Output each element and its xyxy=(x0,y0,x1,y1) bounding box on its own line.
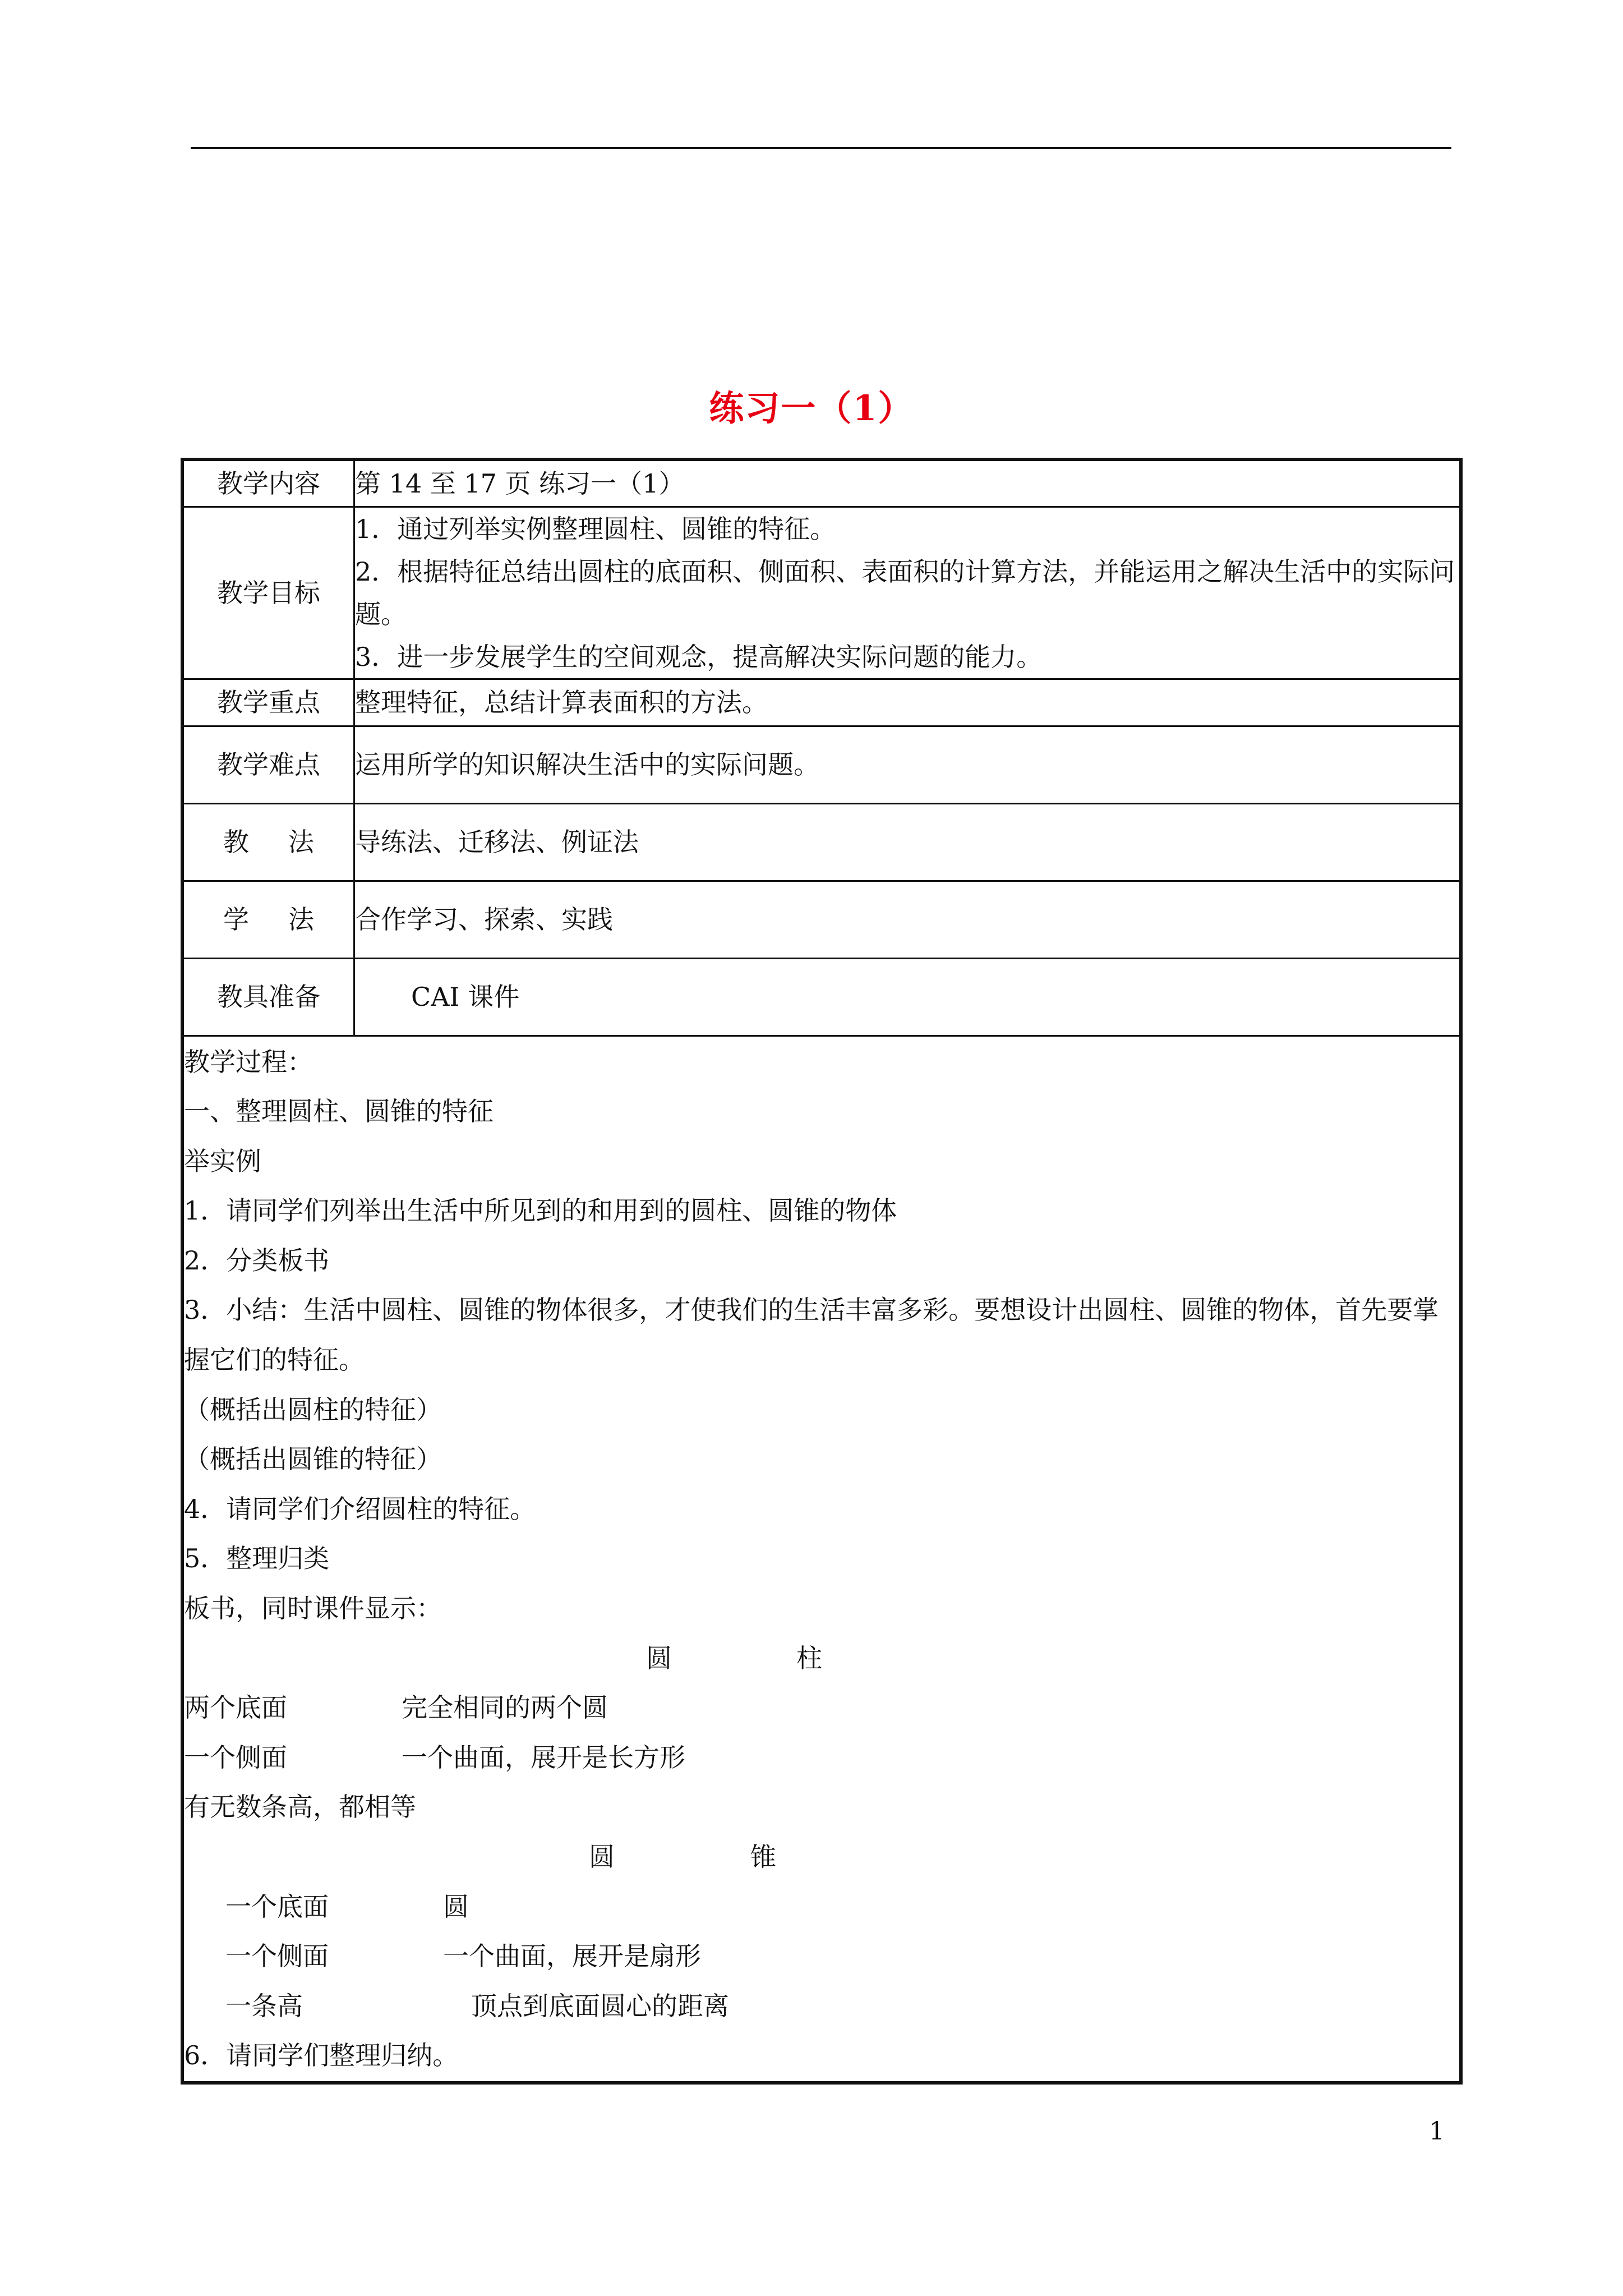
process-step: 4．请同学们介绍圆柱的特征。 xyxy=(184,1493,536,1524)
row-teaching-method xyxy=(182,803,1461,881)
process-step: 1．请同学们列举出生活中所见到的和用到的圆柱、圆锥的物体 xyxy=(184,1195,897,1226)
process-line: 板书，同时课件显示： xyxy=(184,1593,442,1624)
row-desc: 顶点到底面圆心的距离 xyxy=(471,1990,729,2021)
value-content: 第 14 至 17 页 练习一（1） xyxy=(354,459,1461,507)
value-goals xyxy=(354,507,1461,679)
cylinder-height-note: 有无数条高，都相等 xyxy=(184,1792,416,1823)
process-heading: 教学过程： xyxy=(184,1046,313,1077)
cylinder-row xyxy=(184,1733,1459,1783)
row-term: 一条高 xyxy=(225,1990,303,2021)
row-difficulties xyxy=(182,726,1461,803)
label-char: 法 xyxy=(288,904,314,935)
process-step: 3．小结：生活中圆柱、圆锥的物体很多，才使我们的生活丰富多彩。要想设计出圆柱、圆锥的物体，首先要掌握它们的特征。 xyxy=(184,1295,1439,1375)
row-term: 两个底面 xyxy=(184,1692,287,1723)
row-desc: 完全相同的两个圆 xyxy=(402,1692,608,1723)
value-key-points: 整理特征，总结计算表面积的方法。 xyxy=(354,679,1461,726)
section-heading: 一、整理圆柱、圆锥的特征 xyxy=(184,1096,494,1127)
title-char: 锥 xyxy=(750,1842,776,1872)
row-term: 一个侧面 xyxy=(225,1941,329,1972)
process-step: 2．分类板书 xyxy=(184,1245,330,1276)
goal-item: 2．根据特征总结出圆柱的底面积、侧面积、表面积的计算方法，并能运用之解决生活中的实际问题。 xyxy=(355,556,1455,629)
row-key-points xyxy=(182,679,1461,726)
process-step: 5．整理归类 xyxy=(184,1543,330,1574)
title-char: 圆 xyxy=(646,1642,672,1673)
cylinder-row xyxy=(184,1683,1459,1733)
cylinder-title xyxy=(184,1634,1459,1683)
row-goals xyxy=(182,507,1461,679)
label-char: 学 xyxy=(223,904,249,935)
row-tools xyxy=(182,958,1461,1036)
cone-row xyxy=(184,1981,1459,2031)
cone-row xyxy=(184,1882,1459,1932)
value-difficulties: 运用所学的知识解决生活中的实际问题。 xyxy=(354,726,1461,803)
row-learning-method xyxy=(182,881,1461,958)
process-cell xyxy=(182,1036,1461,2083)
page-number: 1 xyxy=(1429,2117,1445,2146)
value-learning-method: 合作学习、探索、实践 xyxy=(354,881,1461,958)
row-desc: 一个曲面，展开是长方形 xyxy=(402,1742,685,1773)
goal-item: 3．进一步发展学生的空间观念，提高解决实际问题的能力。 xyxy=(355,641,1043,672)
process-note: （概括出圆锥的特征） xyxy=(184,1444,442,1475)
title-char: 圆 xyxy=(589,1842,615,1872)
label-learning-method xyxy=(182,881,354,958)
row-term: 一个侧面 xyxy=(184,1742,287,1773)
row-process xyxy=(182,1036,1461,2083)
lesson-plan-table xyxy=(181,458,1463,2085)
row-term: 一个底面 xyxy=(225,1891,329,1922)
row-content xyxy=(182,459,1461,507)
label-difficulties: 教学难点 xyxy=(182,726,354,803)
row-desc: 一个曲面，展开是扇形 xyxy=(443,1941,701,1972)
label-key-points: 教学重点 xyxy=(182,679,354,726)
cone-row xyxy=(184,1931,1459,1981)
page-title: 练习一（1） xyxy=(709,388,914,429)
process-note: （概括出圆柱的特征） xyxy=(184,1394,442,1425)
header-rule xyxy=(191,147,1451,149)
label-goals: 教学目标 xyxy=(182,507,354,679)
label-char: 法 xyxy=(288,827,314,857)
goal-item: 1．通过列举实例整理圆柱、圆锥的特征。 xyxy=(355,513,836,544)
title-char: 柱 xyxy=(796,1642,822,1673)
row-desc: 圆 xyxy=(443,1891,469,1922)
label-content: 教学内容 xyxy=(182,459,354,507)
value-tools: CAI 课件 xyxy=(354,958,1461,1036)
label-teaching-method xyxy=(182,803,354,881)
value-teaching-method: 导练法、迁移法、例证法 xyxy=(354,803,1461,881)
process-step: 6．请同学们整理归纳。 xyxy=(184,2040,459,2071)
label-char: 教 xyxy=(223,827,249,857)
label-tools: 教具准备 xyxy=(182,958,354,1036)
cone-title xyxy=(184,1832,1459,1882)
process-line: 举实例 xyxy=(184,1145,261,1176)
